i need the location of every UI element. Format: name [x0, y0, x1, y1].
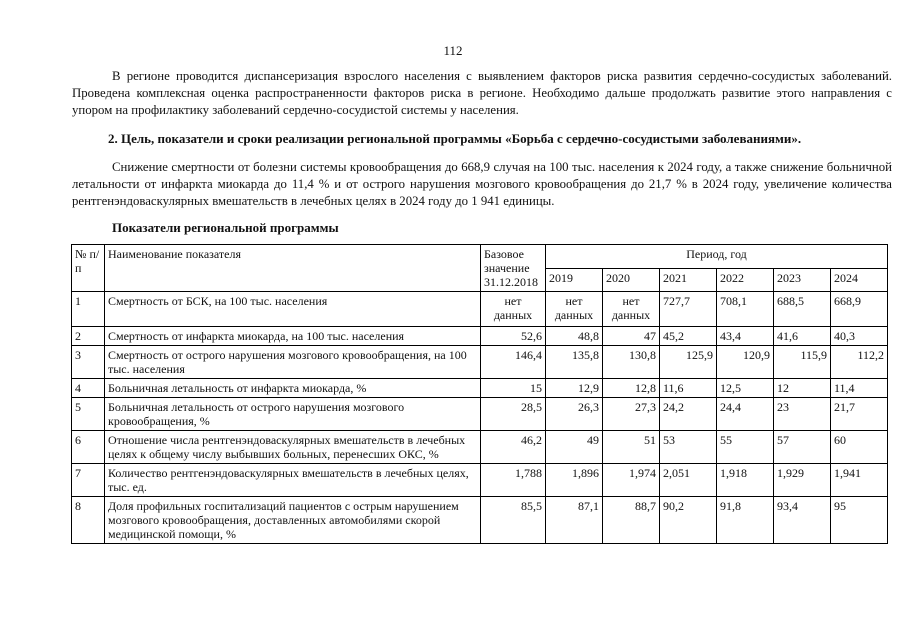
row-value: 27,3 — [603, 398, 660, 431]
row-value: 708,1 — [717, 292, 774, 327]
row-value: 91,8 — [717, 497, 774, 544]
row-name: Больничная летальность от острого нарушения мозгового кровообращения, % — [105, 398, 481, 431]
header-year: 2024 — [831, 268, 888, 292]
row-value: 49 — [546, 431, 603, 464]
row-base-value: 85,5 — [481, 497, 546, 544]
row-base-value: нет данных — [481, 292, 546, 327]
row-value: нет данных — [603, 292, 660, 327]
row-value: 115,9 — [774, 346, 831, 379]
row-value: 48,8 — [546, 327, 603, 346]
table-title: Показатели региональной программы — [112, 220, 339, 235]
row-value: 95 — [831, 497, 888, 544]
goal-paragraph: Снижение смертности от болезни системы кровообращения до 668,9 случая на 100 тыс. населения к 2024 году, а также снижение больничной летальности от инфаркта миокарда до 11,4 % и от острого нарушения мозгового кровообращения до 21,7 % в 2024 году, увеличение количества рентгенэндоваскулярных вмешательств в лечебных целях в 2024 году до 1 941 единицы. — [72, 160, 892, 208]
intro-paragraph: В регионе проводится диспансеризация взрослого населения с выявлением факторов риска развития сердечно-сосудистых заболеваний. Проведена комплексная оценка распространенности факторов риска в регионе. Необходимо дальше продолжать развитие этого направления с упором на профилактику заболеваний сердечно-сосудистой системы у населения. — [72, 69, 892, 117]
row-value: 41,6 — [774, 327, 831, 346]
row-base-value: 1,788 — [481, 464, 546, 497]
indicators-table — [71, 244, 888, 544]
row-base-value: 15 — [481, 379, 546, 398]
row-value: 12,9 — [546, 379, 603, 398]
row-value: 130,8 — [603, 346, 660, 379]
row-base-value: 52,6 — [481, 327, 546, 346]
row-value: 23 — [774, 398, 831, 431]
row-number: 8 — [72, 497, 105, 544]
row-value: 2,051 — [660, 464, 717, 497]
row-value: 1,918 — [717, 464, 774, 497]
row-value: 60 — [831, 431, 888, 464]
header-year: 2019 — [546, 268, 603, 292]
row-name: Доля профильных госпитализаций пациентов с острым нарушением мозгового кровообращения, доставленных автомобилями скорой медицинской помощи, % — [105, 497, 481, 544]
header-year: 2023 — [774, 268, 831, 292]
row-value: 1,929 — [774, 464, 831, 497]
row-name: Смертность от БСК, на 100 тыс. населения — [105, 292, 481, 327]
row-number: 1 — [72, 292, 105, 327]
section-heading: 2. Цель, показатели и сроки реализации региональной программы «Борьба с сердечно-сосудистыми заболеваниями». — [108, 131, 802, 146]
header-year: 2022 — [717, 268, 774, 292]
row-value: 11,4 — [831, 379, 888, 398]
header-period: Период, год — [546, 245, 888, 269]
table-row — [72, 327, 888, 346]
row-value: 1,941 — [831, 464, 888, 497]
row-name: Отношение числа рентгенэндоваскулярных вмешательств в лечебных целях к общему числу выбывших больных, перенесших ОКС, % — [105, 431, 481, 464]
row-value: 26,3 — [546, 398, 603, 431]
row-value: 125,9 — [660, 346, 717, 379]
table-row — [72, 292, 888, 327]
table-row — [72, 346, 888, 379]
row-value: 53 — [660, 431, 717, 464]
row-value: 727,7 — [660, 292, 717, 327]
table-row — [72, 398, 888, 431]
row-value: 93,4 — [774, 497, 831, 544]
header-name: Наименование показателя — [105, 245, 481, 292]
row-value: 120,9 — [717, 346, 774, 379]
row-number: 3 — [72, 346, 105, 379]
row-name: Смертность от инфаркта миокарда, на 100 тыс. населения — [105, 327, 481, 346]
row-value: 90,2 — [660, 497, 717, 544]
row-value: 47 — [603, 327, 660, 346]
row-value: нет данных — [546, 292, 603, 327]
row-base-value: 28,5 — [481, 398, 546, 431]
row-value: 43,4 — [717, 327, 774, 346]
page-number: 112 — [443, 43, 463, 58]
row-value: 12 — [774, 379, 831, 398]
row-value: 45,2 — [660, 327, 717, 346]
header-year: 2021 — [660, 268, 717, 292]
row-value: 12,8 — [603, 379, 660, 398]
row-number: 5 — [72, 398, 105, 431]
row-base-value: 146,4 — [481, 346, 546, 379]
row-number: 6 — [72, 431, 105, 464]
row-name: Больничная летальность от инфаркта миокарда, % — [105, 379, 481, 398]
row-value: 668,9 — [831, 292, 888, 327]
row-value: 11,6 — [660, 379, 717, 398]
row-value: 1,974 — [603, 464, 660, 497]
row-name: Смертность от острого нарушения мозгового кровообращения, на 100 тыс. населения — [105, 346, 481, 379]
table-row — [72, 379, 888, 398]
table-row — [72, 464, 888, 497]
row-value: 12,5 — [717, 379, 774, 398]
row-value: 88,7 — [603, 497, 660, 544]
row-value: 87,1 — [546, 497, 603, 544]
row-value: 55 — [717, 431, 774, 464]
row-value: 40,3 — [831, 327, 888, 346]
row-value: 57 — [774, 431, 831, 464]
row-value: 688,5 — [774, 292, 831, 327]
header-base: Базовое значение 31.12.2018 — [481, 245, 546, 292]
table-row — [72, 497, 888, 544]
row-number: 4 — [72, 379, 105, 398]
row-number: 7 — [72, 464, 105, 497]
table-row — [72, 431, 888, 464]
row-base-value: 46,2 — [481, 431, 546, 464]
row-value: 24,2 — [660, 398, 717, 431]
row-value: 1,896 — [546, 464, 603, 497]
row-value: 51 — [603, 431, 660, 464]
row-value: 135,8 — [546, 346, 603, 379]
table-header-row — [72, 245, 888, 269]
header-num: № п/п — [72, 245, 105, 292]
row-value: 24,4 — [717, 398, 774, 431]
row-name: Количество рентгенэндоваскулярных вмешательств в лечебных целях, тыс. ед. — [105, 464, 481, 497]
header-year: 2020 — [603, 268, 660, 292]
row-value: 21,7 — [831, 398, 888, 431]
row-number: 2 — [72, 327, 105, 346]
row-value: 112,2 — [831, 346, 888, 379]
